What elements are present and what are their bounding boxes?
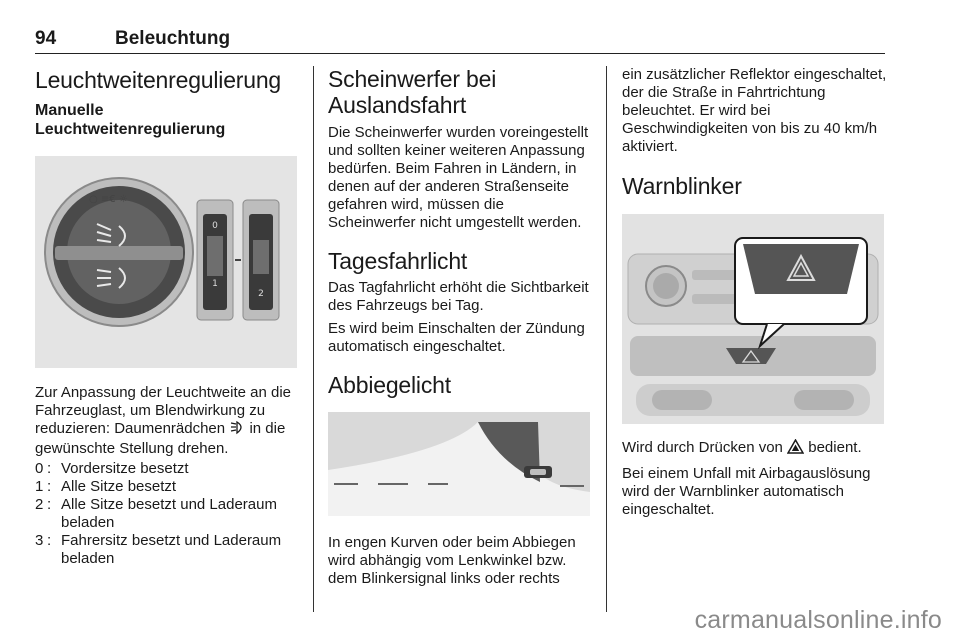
running-title: Beleuchtung [115, 28, 231, 49]
paragraph-adjust-range-text-b: in die gewünschte Stellung drehen. [35, 420, 286, 457]
svg-text:○ ≡€ ☼: ○ ≡€ ☼ [89, 194, 128, 205]
range-setting-list [35, 460, 300, 568]
column-2 [328, 60, 593, 588]
list-item: 0 : Vordersitze besetzt [35, 460, 300, 478]
list-item: 2 : Alle Sitze besetzt und Laderaum beladen [35, 496, 300, 532]
subheading-line-1: Manuelle [35, 102, 104, 119]
list-item-number: 0 [35, 460, 44, 477]
section-heading-leuchtweitenregulierung: Leuchtweitenregulierung [35, 67, 282, 93]
subheading-line-2: Leuchtweitenregulierung [35, 121, 226, 138]
cornering-light-illustration [328, 412, 590, 516]
list-item-number: 1 [35, 478, 44, 495]
light-switch-figure [35, 156, 297, 368]
paragraph-hazard-press-text-b: bedient. [808, 439, 862, 456]
page-number: 94 [35, 28, 57, 49]
dial-mark-0: 0 [212, 221, 218, 231]
paragraph-adjust-range [35, 384, 300, 458]
list-item-text: Fahrersitz besetzt und Laderaum beladen [61, 532, 282, 567]
paragraph-adjust-range-text-a: Zur Anpassung der Leuchtweite an die Fahrzeuglast, um Blendwirkung zu reduzieren: Daumenrädchen [35, 384, 292, 437]
list-item-text: Vordersitze besetzt [61, 460, 189, 477]
paragraph-hazard-press [622, 439, 887, 459]
paragraph-hazard-press-text-a: Wird durch Drücken von [622, 439, 783, 456]
section-heading-auslandsfahrt: Scheinwerfer bei Auslandsfahrt [328, 66, 497, 118]
paragraph-tagesfahrlicht-1: Das Tagfahrlicht erhöht die Sichtbarkeit des Fahrzeugs bei Tag. [328, 279, 589, 314]
paragraph-abbiegelicht: In engen Kurven oder beim Abbiegen wird abhängig vom Lenkwinkel bzw. dem Blinkersignal links oder rechts [328, 534, 576, 587]
list-item: 1 : Alle Sitze besetzt [35, 478, 300, 496]
paragraph-abbiegelicht-cont: ein zusätzlicher Reflektor eingeschaltet, der die Straße in Fahrtrichtung beleuchtet. Er wird bei Geschwindigkeiten von bis zu 40 km/h aktiviert. [622, 66, 887, 155]
list-item-number: 3 [35, 532, 44, 549]
paragraph-auslandsfahrt: Die Scheinwerfer wurden voreingestellt und sollten keiner weiteren Anpassung bedürfen. Beim Fahren in Ländern, in denen auf der anderen Straßenseite gefahren wird, müssen die Scheinwerfer nicht umgestellt werden. [328, 124, 589, 231]
cornering-light-figure [328, 412, 590, 516]
subheading-manual-range [35, 101, 300, 139]
list-item-text: Alle Sitze besetzt [61, 478, 177, 495]
paragraph-hazard-airbag: Bei einem Unfall mit Airbagauslösung wird der Warnblinker automatisch eingeschaltet. [622, 465, 871, 518]
list-item-number: 2 [35, 496, 44, 513]
column-3 [622, 60, 887, 519]
hazard-switch-figure [622, 214, 884, 424]
column-divider-2 [606, 66, 607, 612]
list-item: 3 : Fahrersitz besetzt und Laderaum beladen [35, 532, 300, 568]
column-1 [35, 60, 300, 568]
section-heading-abbiegelicht: Abbiegelicht [328, 372, 451, 398]
page-header [35, 28, 885, 54]
list-item-text: Alle Sitze besetzt und Laderaum beladen [61, 496, 277, 531]
column-divider-1 [313, 66, 314, 612]
paragraph-tagesfahrlicht-2: Es wird beim Einschalten der Zündung automatisch eingeschaltet. [328, 320, 585, 355]
dial-mark-2: 2 [258, 289, 264, 299]
section-heading-tagesfahrlicht: Tagesfahrlicht [328, 248, 468, 274]
hazard-warning-icon [787, 439, 804, 459]
watermark-text: carmanualsonline.info [694, 606, 942, 634]
light-switch-illustration [35, 156, 297, 368]
hazard-switch-illustration [622, 214, 884, 424]
headlight-range-icon [229, 420, 245, 440]
section-heading-warnblinker: Warnblinker [622, 173, 742, 199]
dial-mark-1: 1 [212, 279, 218, 289]
